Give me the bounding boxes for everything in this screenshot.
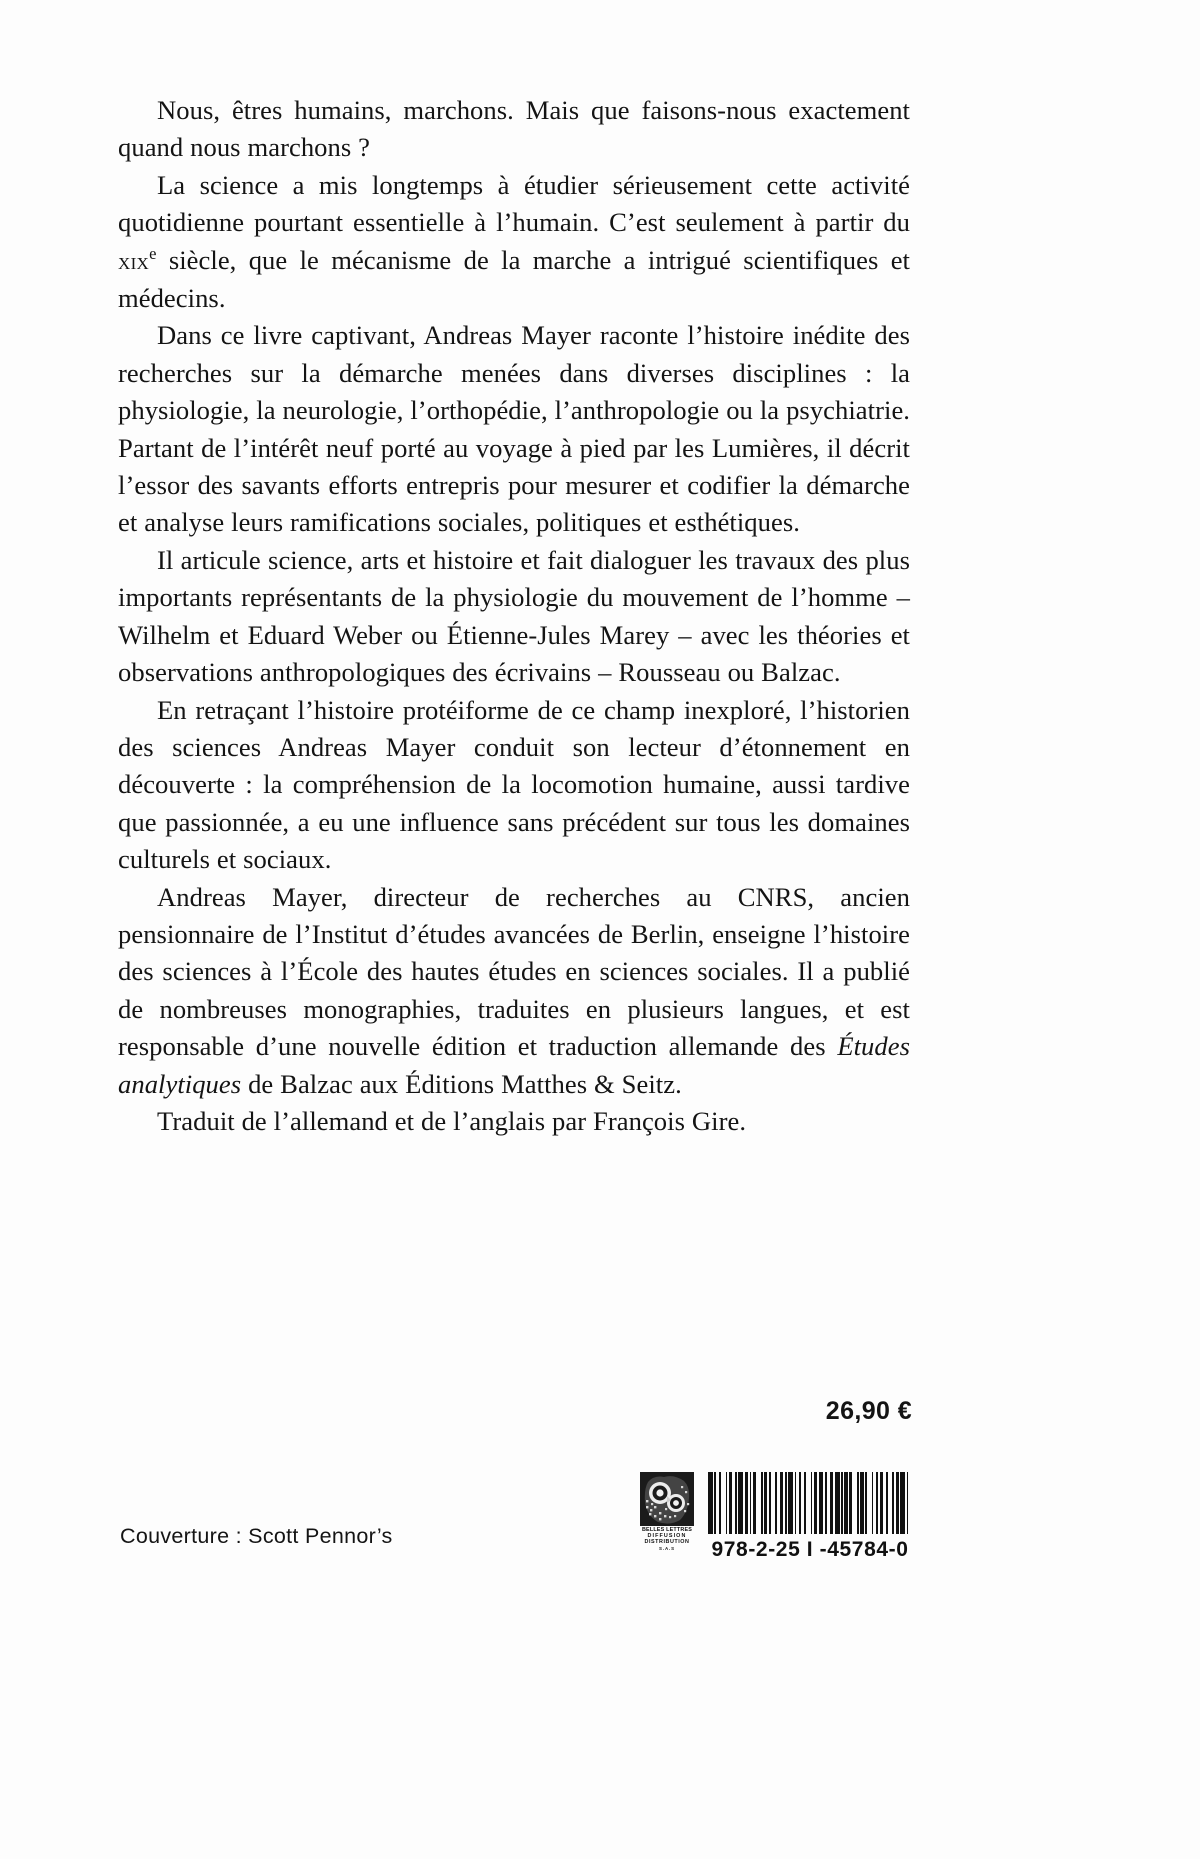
blurb-paragraph-5: En retraçant l’histoire protéiforme de ce champ inexploré, l’historien des sciences Andreas Mayer conduit son lecteur d’étonnement en découverte : la compréhension de la locomotion humaine, aussi tardive que passionnée, a eu une influence sans précédent sur tous les domaines culturels et sociaux. [118, 694, 910, 875]
author-bio-part-b: de Balzac aux Éditions Matthes & Seitz. [241, 1068, 682, 1099]
publisher-logo-line-1: BELLES LETTRES [641, 1527, 693, 1533]
blurb-paragraph-2 [118, 167, 910, 318]
publisher-logo-line-3: DISTRIBUTION [644, 1539, 690, 1546]
century-ordinal-suffix: e [149, 243, 157, 263]
publisher-logo-caption [640, 1527, 694, 1552]
blurb-paragraph-2-part-a: La science a mis longtemps à étudier sérieusement cette activité quotidienne pourtant essentielle à l’humain. C’est seulement à partir du [118, 169, 910, 238]
century-smallcaps: xix [118, 247, 150, 275]
translator-note: Traduit de l’allemand et de l’anglais par François Gire. [157, 1105, 747, 1136]
price-label: 26,90 € [825, 1397, 912, 1425]
publisher-logo [640, 1472, 694, 1551]
author-bio-part-a: Andreas Mayer, directeur de recherches au CNRS, ancien pensionnaire de l’Institut d’études avancées de Berlin, enseigne l’histoire des sciences à l’École des hautes études en sciences sociales. Il a publié de nombreuses monographies, traduites en plusieurs langues, et est responsable d’une nouvelle édition et traduction allemande des [118, 881, 910, 1062]
referenced-work-title: Études analytiques [118, 1031, 910, 1099]
blurb-paragraph-3: Dans ce livre captivant, Andreas Mayer raconte l’histoire inédite des recherches sur la démarche menées dans diverses disciplines : la physiologie, la neurologie, l’orthopédie, l’anthropologie ou la psychiatrie. Partant de l’intérêt neuf porté au voyage à pied par les Lumières, il décrit l’essor des savants efforts entrepris pour mesurer et codifier la démarche et analyse leurs ramifications sociales, politiques et esthétiques. [118, 320, 910, 538]
blurb-text-block [118, 92, 910, 1140]
owl-icon [640, 1472, 694, 1526]
author-bio-paragraph [118, 879, 910, 1103]
cover-credit-label: Couverture : Scott Pennor’s [120, 1524, 393, 1548]
barcode-wrapper [708, 1472, 912, 1562]
publisher-logo-line-2: DIFFUSION [647, 1533, 687, 1540]
blurb-paragraph-4: Il articule science, arts et histoire et fait dialoguer les travaux des plus importants représentants de la physiologie du mouvement de l’homme – Wilhelm et Eduard Weber ou Étienne-Jules Marey – avec les théories et observations anthropologiques des écrivains – Rousseau ou Balzac. [118, 544, 910, 688]
barcode-and-logo-block [640, 1472, 912, 1582]
publisher-logo-line-4: S.A.S [659, 1545, 675, 1551]
blurb-paragraph-1: Nous, êtres humains, marchons. Mais que faisons-nous exactement quand nous marchons ? [118, 95, 910, 163]
isbn-label: 978-2-25 I -45784-0 [711, 1538, 909, 1561]
blurb-paragraph-2-part-b: siècle, que le mécanisme de la marche a intrigué scientifiques et médecins. [118, 244, 910, 314]
ean13-barcode [708, 1472, 912, 1534]
